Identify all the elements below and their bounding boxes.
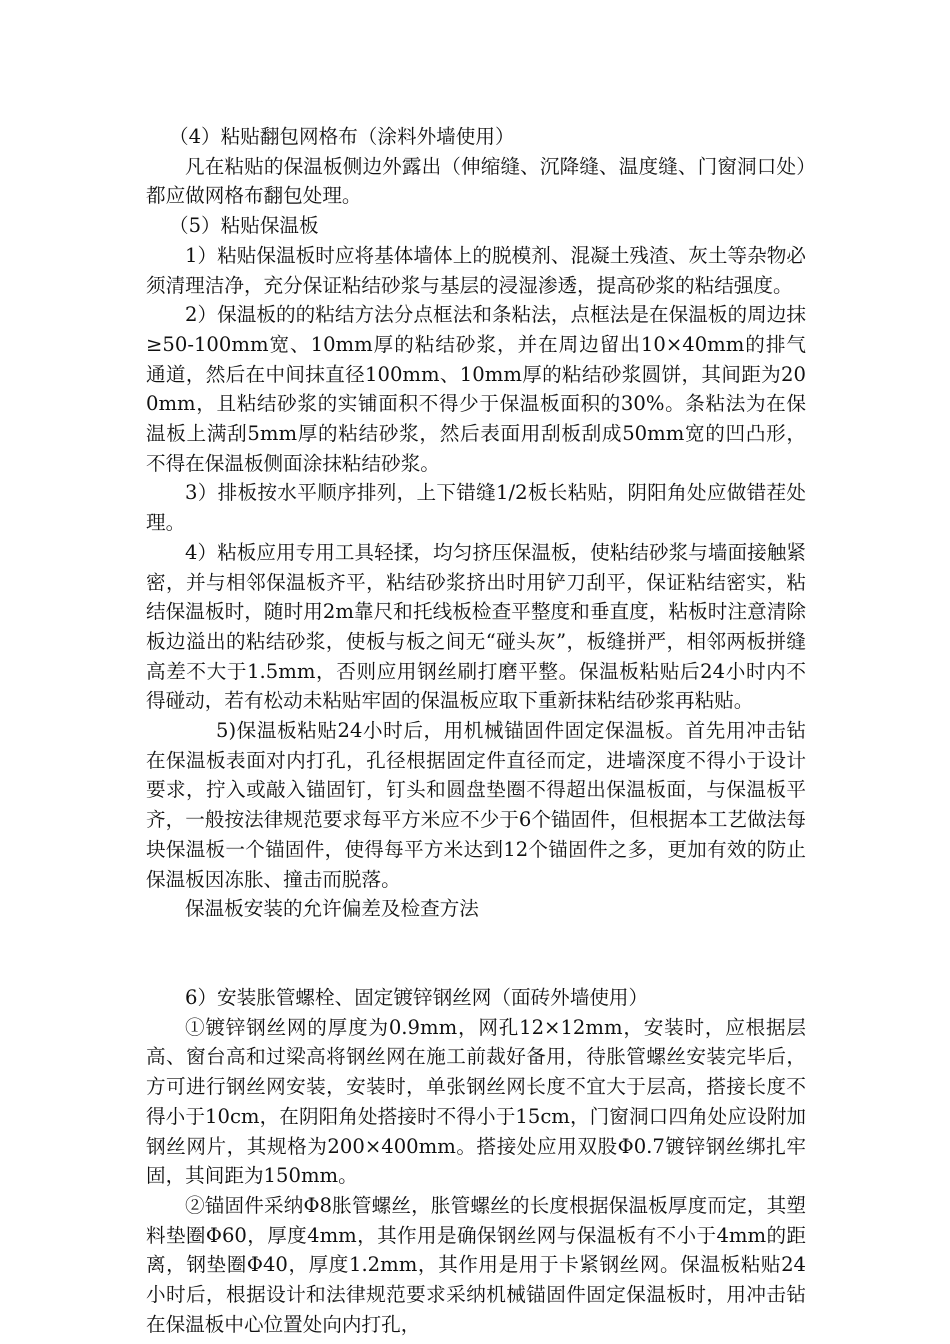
subheading-tolerance: 保温板安装的允许偏差及检查方法 [185, 897, 479, 921]
paragraph: 凡在粘贴的保温板侧边外露出（伸缩缝、沉降缝、温度缝、门窗洞口处）都应做网格布翻包处理。 [146, 154, 806, 208]
paragraph: 4）粘板应用专用工具轻揉，均匀挤压保温板，使粘结砂浆与墙面接触紧密，并与相邻保温板齐平，粘结砂浆挤出时用铲刀刮平，保证粘结密实，粘结保温板时，随时用2m靠尺和托线板检查平整度和垂直度，粘板时注意清除板边溢出的粘结砂浆，使板与板之间无“碰头灰”，板缝拼严，相邻两板拼缝高差不大于1.5mm，否则应用钢丝刷打磨平整。保温板粘贴后24小时内不得碰动，若有松动未粘贴牢固的保温板应取下重新抹粘结砂浆再粘贴。 [146, 540, 806, 713]
paragraph: ②锚固件采纳Φ8胀管螺丝，胀管螺丝的长度根据保温板厚度而定，其塑料垫圈Φ60，厚度4mm，其作用是确保钢丝网与保温板有不小于4mm的距离，钢垫圈Φ40，厚度1.2mm，其作用是用于卡紧钢丝网。保温板粘贴24小时后，根据设计和法律规范要求采纳机械锚固件固定保温板时，用冲击钻在保温板中心位置处向内打孔， [146, 1193, 806, 1336]
heading-install-mesh: 6）安装胀管螺栓、固定镀锌钢丝网（面砖外墙使用） [185, 985, 649, 1009]
heading-paste-mesh: （4）粘贴翻包网格布（涂料外墙使用） [169, 125, 515, 148]
paragraph: 2）保温板的的粘结方法分点框法和条粘法，点框法是在保温板的周边抹≥50-100mm宽、10mm厚的粘结砂浆，并在周边留出10×40mm的排气通道，然后在中间抹直径100mm、10mm厚的粘结砂浆圆饼，其间距为200mm，且粘结砂浆的实铺面积不得少于保温板面积的30%。条粘法为在保温板上满刮5mm厚的粘结砂浆，然后表面用刮板刮成50mm宽的凹凸形，不得在保温板侧面涂抹粘结砂浆。 [146, 303, 806, 475]
paragraph: ①镀锌钢丝网的厚度为0.9mm，网孔12×12mm，安装时，应根据层高、窗台高和过梁高将钢丝网在施工前裁好备用，待胀管螺丝安装完毕后，方可进行钢丝网安装，安装时，单张钢丝网长度不宜大于层高，搭接长度不得小于10cm，在阴阳角处搭接时不得小于15cm，门窗洞口四角处应设附加钢丝网片，其规格为200×400mm。搭接处应用双股Φ0.7镀锌钢丝绑扎牢固，其间距为150mm。 [146, 1015, 806, 1188]
paragraph: 5)保温板粘贴24小时后，用机械锚固件固定保温板。首先用冲击钻在保温板表面对内打孔，孔径根据固定件直径而定，进墙深度不得小于设计要求，拧入或敲入锚固钉，钉头和圆盘垫圈不得超出保温板面，与保温板平齐，一般按法律规范要求每平方米应不少于6个锚固件，但根据本工艺做法每块保温板一个锚固件，使得每平方米达到12个锚固件之多，更加有效的防止保温板因冻胀、撞击而脱落。 [146, 719, 806, 891]
heading-paste-board: （5）粘贴保温板 [169, 214, 319, 238]
paragraph: 3）排板按水平顺序排列，上下错缝1/2板长粘贴，阴阳角处应做错茬处理。 [146, 481, 806, 535]
paragraph: 1）粘贴保温板时应将基体墙体上的脱模剂、混凝土残渣、灰土等杂物必须清理洁净，充分保证粘结砂浆与基层的浸湿渗透，提高砂浆的粘结强度。 [146, 243, 806, 297]
blank-space [146, 924, 806, 983]
document-body [146, 122, 806, 1339]
